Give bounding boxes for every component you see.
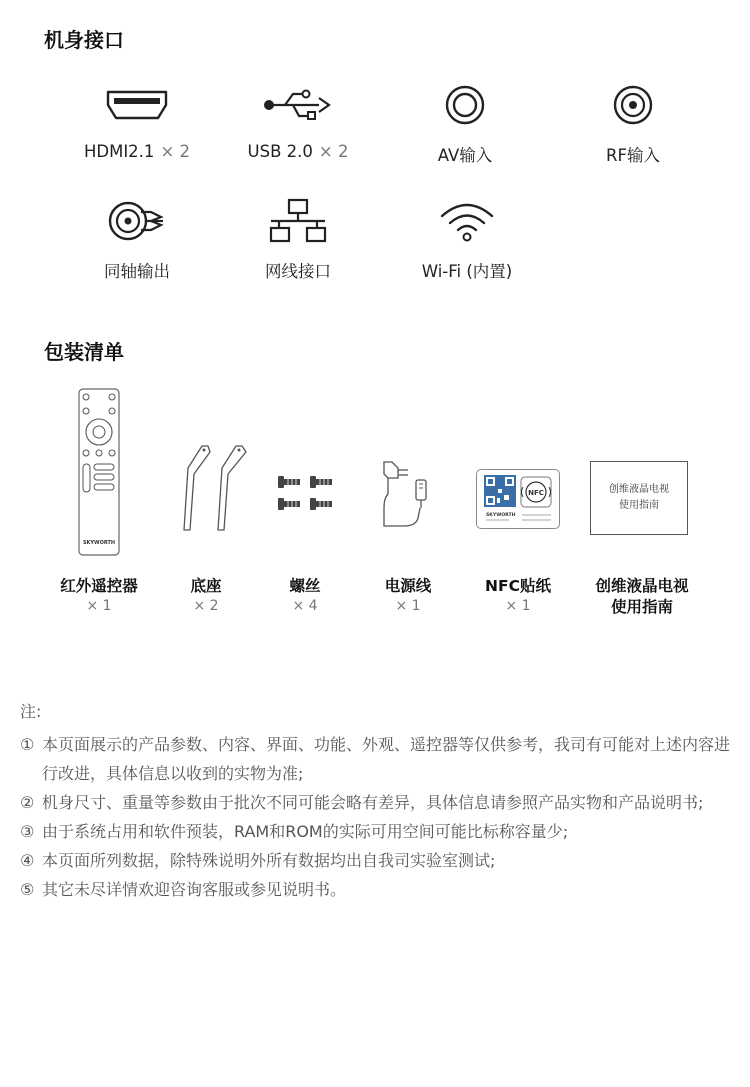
stand-legs-image bbox=[176, 442, 250, 536]
coaxial-output-icon bbox=[107, 199, 167, 243]
manual-cover-subtitle: 使用指南 bbox=[619, 500, 659, 511]
package-item-qty: × 1 bbox=[395, 598, 421, 614]
usb-icon bbox=[263, 88, 333, 122]
note-number: ⑤ bbox=[20, 880, 35, 899]
port-usb bbox=[233, 80, 363, 161]
user-manual-image bbox=[590, 461, 688, 535]
package-item-qty: × 2 bbox=[193, 598, 219, 614]
package-item-name: 红外遥控器 bbox=[60, 577, 138, 595]
note-item bbox=[20, 730, 735, 788]
package-item-qty: × 4 bbox=[292, 598, 318, 614]
port-label: 同轴输出 bbox=[104, 262, 170, 281]
nfc-sticker-image bbox=[476, 469, 560, 529]
package-item-qty: × 1 bbox=[505, 598, 531, 614]
package-item-name-line2: 使用指南 bbox=[610, 598, 673, 616]
note-text: 由于系统占用和软件预装，RAM和ROM的实际可用空间可能比标称容量少; bbox=[42, 822, 569, 841]
notes-section bbox=[20, 697, 735, 904]
port-label: 网线接口 bbox=[265, 262, 331, 281]
note-text: 其它未尽详情欢迎咨询客服或参见说明书。 bbox=[42, 880, 347, 899]
wifi-icon bbox=[439, 200, 495, 242]
note-item bbox=[20, 846, 735, 875]
port-wifi bbox=[402, 196, 532, 282]
package-section-title: 包装清单 bbox=[44, 340, 124, 364]
svg-text:NFC: NFC bbox=[528, 489, 544, 497]
power-cord-image bbox=[378, 458, 436, 532]
port-label: RF输入 bbox=[606, 146, 660, 165]
port-label: HDMI2.1 bbox=[83, 142, 155, 161]
port-rf bbox=[568, 80, 698, 166]
av-input-icon bbox=[444, 84, 486, 126]
screws-image bbox=[276, 470, 336, 516]
port-multiplier: × 2 bbox=[318, 142, 349, 161]
note-text: 本页面所列数据，除特殊说明外所有数据均出自我司实验室测试; bbox=[42, 851, 496, 870]
port-label: Wi-Fi (内置) bbox=[421, 262, 513, 281]
note-number: ④ bbox=[20, 851, 35, 870]
remote-brand-text: SKYWORTH bbox=[82, 540, 116, 546]
nfc-sticker-art bbox=[477, 470, 559, 528]
package-item-name: NFC贴纸 bbox=[485, 577, 551, 595]
note-item bbox=[20, 875, 735, 904]
note-number: ① bbox=[20, 735, 35, 754]
note-text: 本页面展示的产品参数、内容、界面、功能、外观、遥控器等仅供参考，我司有可能对上述内容进行改进，具体信息以收到的实物为准; bbox=[42, 735, 731, 783]
package-item-name: 电源线 bbox=[384, 577, 432, 595]
package-item-qty: × 1 bbox=[86, 598, 112, 614]
note-text: 机身尺寸、重量等参数由于批次不同可能会略有差异，具体信息请参照产品实物和产品说明书; bbox=[42, 793, 704, 812]
package-item-name: 螺丝 bbox=[289, 577, 321, 595]
package-item-name: 底座 bbox=[190, 577, 222, 595]
port-ethernet bbox=[233, 196, 363, 282]
note-number: ③ bbox=[20, 822, 35, 841]
note-item bbox=[20, 817, 735, 846]
nfc-brand-text: SKYWORTH bbox=[486, 513, 516, 518]
notes-heading: 注: bbox=[20, 702, 42, 721]
port-label: AV输入 bbox=[437, 146, 493, 165]
note-item bbox=[20, 788, 735, 817]
remote-control-image bbox=[78, 388, 120, 556]
port-coaxial bbox=[72, 196, 202, 282]
port-hdmi bbox=[72, 80, 202, 161]
manual-cover-title: 创维液晶电视 bbox=[609, 484, 669, 495]
port-av bbox=[400, 80, 530, 166]
note-number: ② bbox=[20, 793, 35, 812]
port-label: USB 2.0 bbox=[247, 142, 313, 161]
rf-input-icon bbox=[612, 84, 654, 126]
package-item-name: 创维液晶电视 bbox=[595, 577, 689, 595]
ports-section-title: 机身接口 bbox=[44, 28, 124, 52]
hdmi-icon bbox=[106, 88, 168, 122]
port-multiplier: × 2 bbox=[160, 142, 191, 161]
ethernet-icon bbox=[269, 198, 327, 244]
